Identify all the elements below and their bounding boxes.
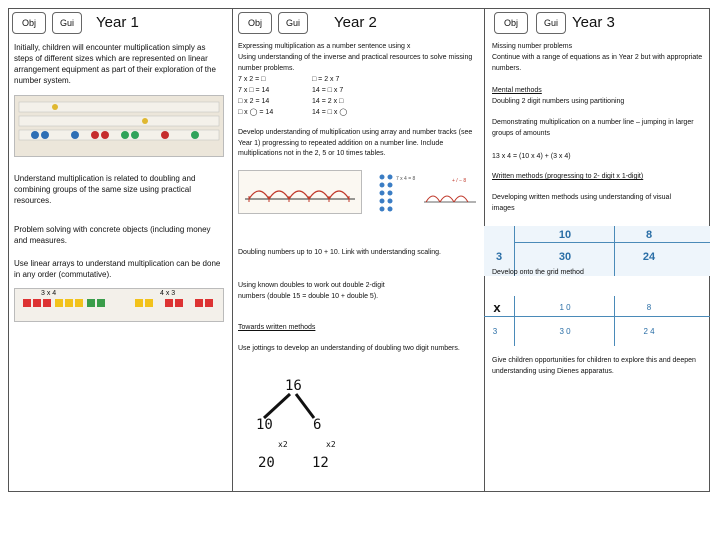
year2-known-doubles: Using known doubles to work out double 2-digit numbers (double 15 = double 10 + double 5). xyxy=(238,282,385,300)
year1-intro: Initially, children will encounter multiplication simply as steps of different sizes which are represented on linear arrangement equipment as part of their exploration of the number system. xyxy=(14,43,216,85)
grid-cell: 3 0 xyxy=(559,326,571,336)
tree-multiplier: x2 xyxy=(326,440,336,449)
array-caption: 7 x 4 = 8 xyxy=(396,176,416,182)
equation: □ x 2 = 14 xyxy=(238,98,270,105)
tree-result-left: 20 xyxy=(258,455,275,471)
tree-multiplier: x2 xyxy=(278,440,288,449)
year1-doubling: Understand multiplication is related to doubling and combining groups of the same size using practical resources. xyxy=(14,174,196,205)
equation: 7 x □ = 14 xyxy=(238,87,270,94)
number-track-image xyxy=(238,170,362,214)
year3-mental-body: Doubling 2 digit numbers using partitioning xyxy=(492,98,625,105)
year2-doubling: Doubling numbers up to 10 + 10. Link with understanding scaling. xyxy=(238,249,441,256)
year3-written-title: Written methods (progressing to 2- digit x 1-digit) xyxy=(492,173,644,180)
year3-missing-body: Continue with a range of equations as in Year 2 but with appropriate numbers. xyxy=(492,54,703,72)
year2-written-methods-heading: Towards written methods xyxy=(238,324,316,331)
year2-title: Year 2 xyxy=(334,14,377,31)
grid-cell: 2 4 xyxy=(643,326,655,336)
grid-header: 8 xyxy=(645,229,653,241)
obj-badge: Obj xyxy=(12,12,46,34)
gui-badge: Gui xyxy=(52,12,82,34)
grid-cell: 30 xyxy=(558,251,572,263)
grid-header: 10 xyxy=(558,229,572,241)
obj-badge: Obj xyxy=(494,12,528,34)
year1-title: Year 1 xyxy=(96,14,139,31)
array-label: 3 x 4 xyxy=(41,290,57,297)
grid-row-label: 3 xyxy=(492,326,498,336)
tree-left-number: 10 xyxy=(256,417,273,433)
year3-number-line: Demonstrating multiplication on a number line – jumping in larger groups of amounts xyxy=(492,119,694,137)
year3-grid-note: Develop onto the grid method xyxy=(492,269,584,276)
equation: 14 = □ x 7 xyxy=(312,87,344,94)
year1-problem-solving: Problem solving with concrete objects (including money and measures. xyxy=(14,225,211,245)
year3-example: 13 x 4 = (10 x 4) + (3 x 4) xyxy=(492,153,571,160)
year1-linear-arrays: Use linear arrays to understand multiplication can be done in any order (commutative). xyxy=(14,259,221,279)
equation: □ = 2 x 7 xyxy=(312,76,340,83)
tree-right-number: 6 xyxy=(313,417,322,433)
grid-header: 1 0 xyxy=(559,302,571,312)
equation: 7 x 2 = □ xyxy=(238,76,266,83)
repeated-addition-image xyxy=(420,172,480,216)
grid-method-table xyxy=(484,296,710,346)
year3-title: Year 3 xyxy=(572,14,615,31)
year3-missing-title: Missing number problems xyxy=(492,43,573,50)
obj-badge: Obj xyxy=(238,12,272,34)
year3-dienes: Give children opportunities for children to explore this and deepen understanding using Dienes apparatus. xyxy=(492,357,696,375)
linear-arrays-image xyxy=(14,288,224,322)
grid-cell: 24 xyxy=(642,251,656,263)
column-divider xyxy=(232,8,233,492)
equation: 14 = 2 x □ xyxy=(312,98,344,105)
grid-header: 8 xyxy=(646,302,652,312)
equation: □ x ◯ = 14 xyxy=(238,109,274,116)
bead-strings-image xyxy=(14,95,224,157)
year2-missing-number: Using understanding of the inverse and practical resources to solve missing number problems. xyxy=(238,54,473,72)
year3-mental-title: Mental methods xyxy=(492,87,542,94)
year2-jottings: Use jottings to develop an understanding of doubling two digit numbers. xyxy=(238,345,460,352)
gui-badge: Gui xyxy=(536,12,566,34)
equation: 14 = □ x ◯ xyxy=(312,109,348,116)
year2-intro: Expressing multiplication as a number sentence using x xyxy=(238,43,411,50)
tree-result-right: 12 xyxy=(312,455,329,471)
number-line-caption: + / − 8 xyxy=(452,178,467,184)
tree-top-number: 16 xyxy=(285,378,302,394)
gui-badge: Gui xyxy=(278,12,308,34)
year2-arrays: Develop understanding of multiplication using array and number tracks (see Year 1) progressing to repeated addition on a number line. Include multiplications not in the 2, 5 or 10 times tables. xyxy=(238,129,473,157)
array-label: 4 x 3 xyxy=(160,290,176,297)
year3-written-body: Developing written methods using understanding of visual images xyxy=(492,194,671,212)
grid-row-label: 3 xyxy=(495,251,503,263)
grid-times-symbol: x xyxy=(493,299,501,315)
